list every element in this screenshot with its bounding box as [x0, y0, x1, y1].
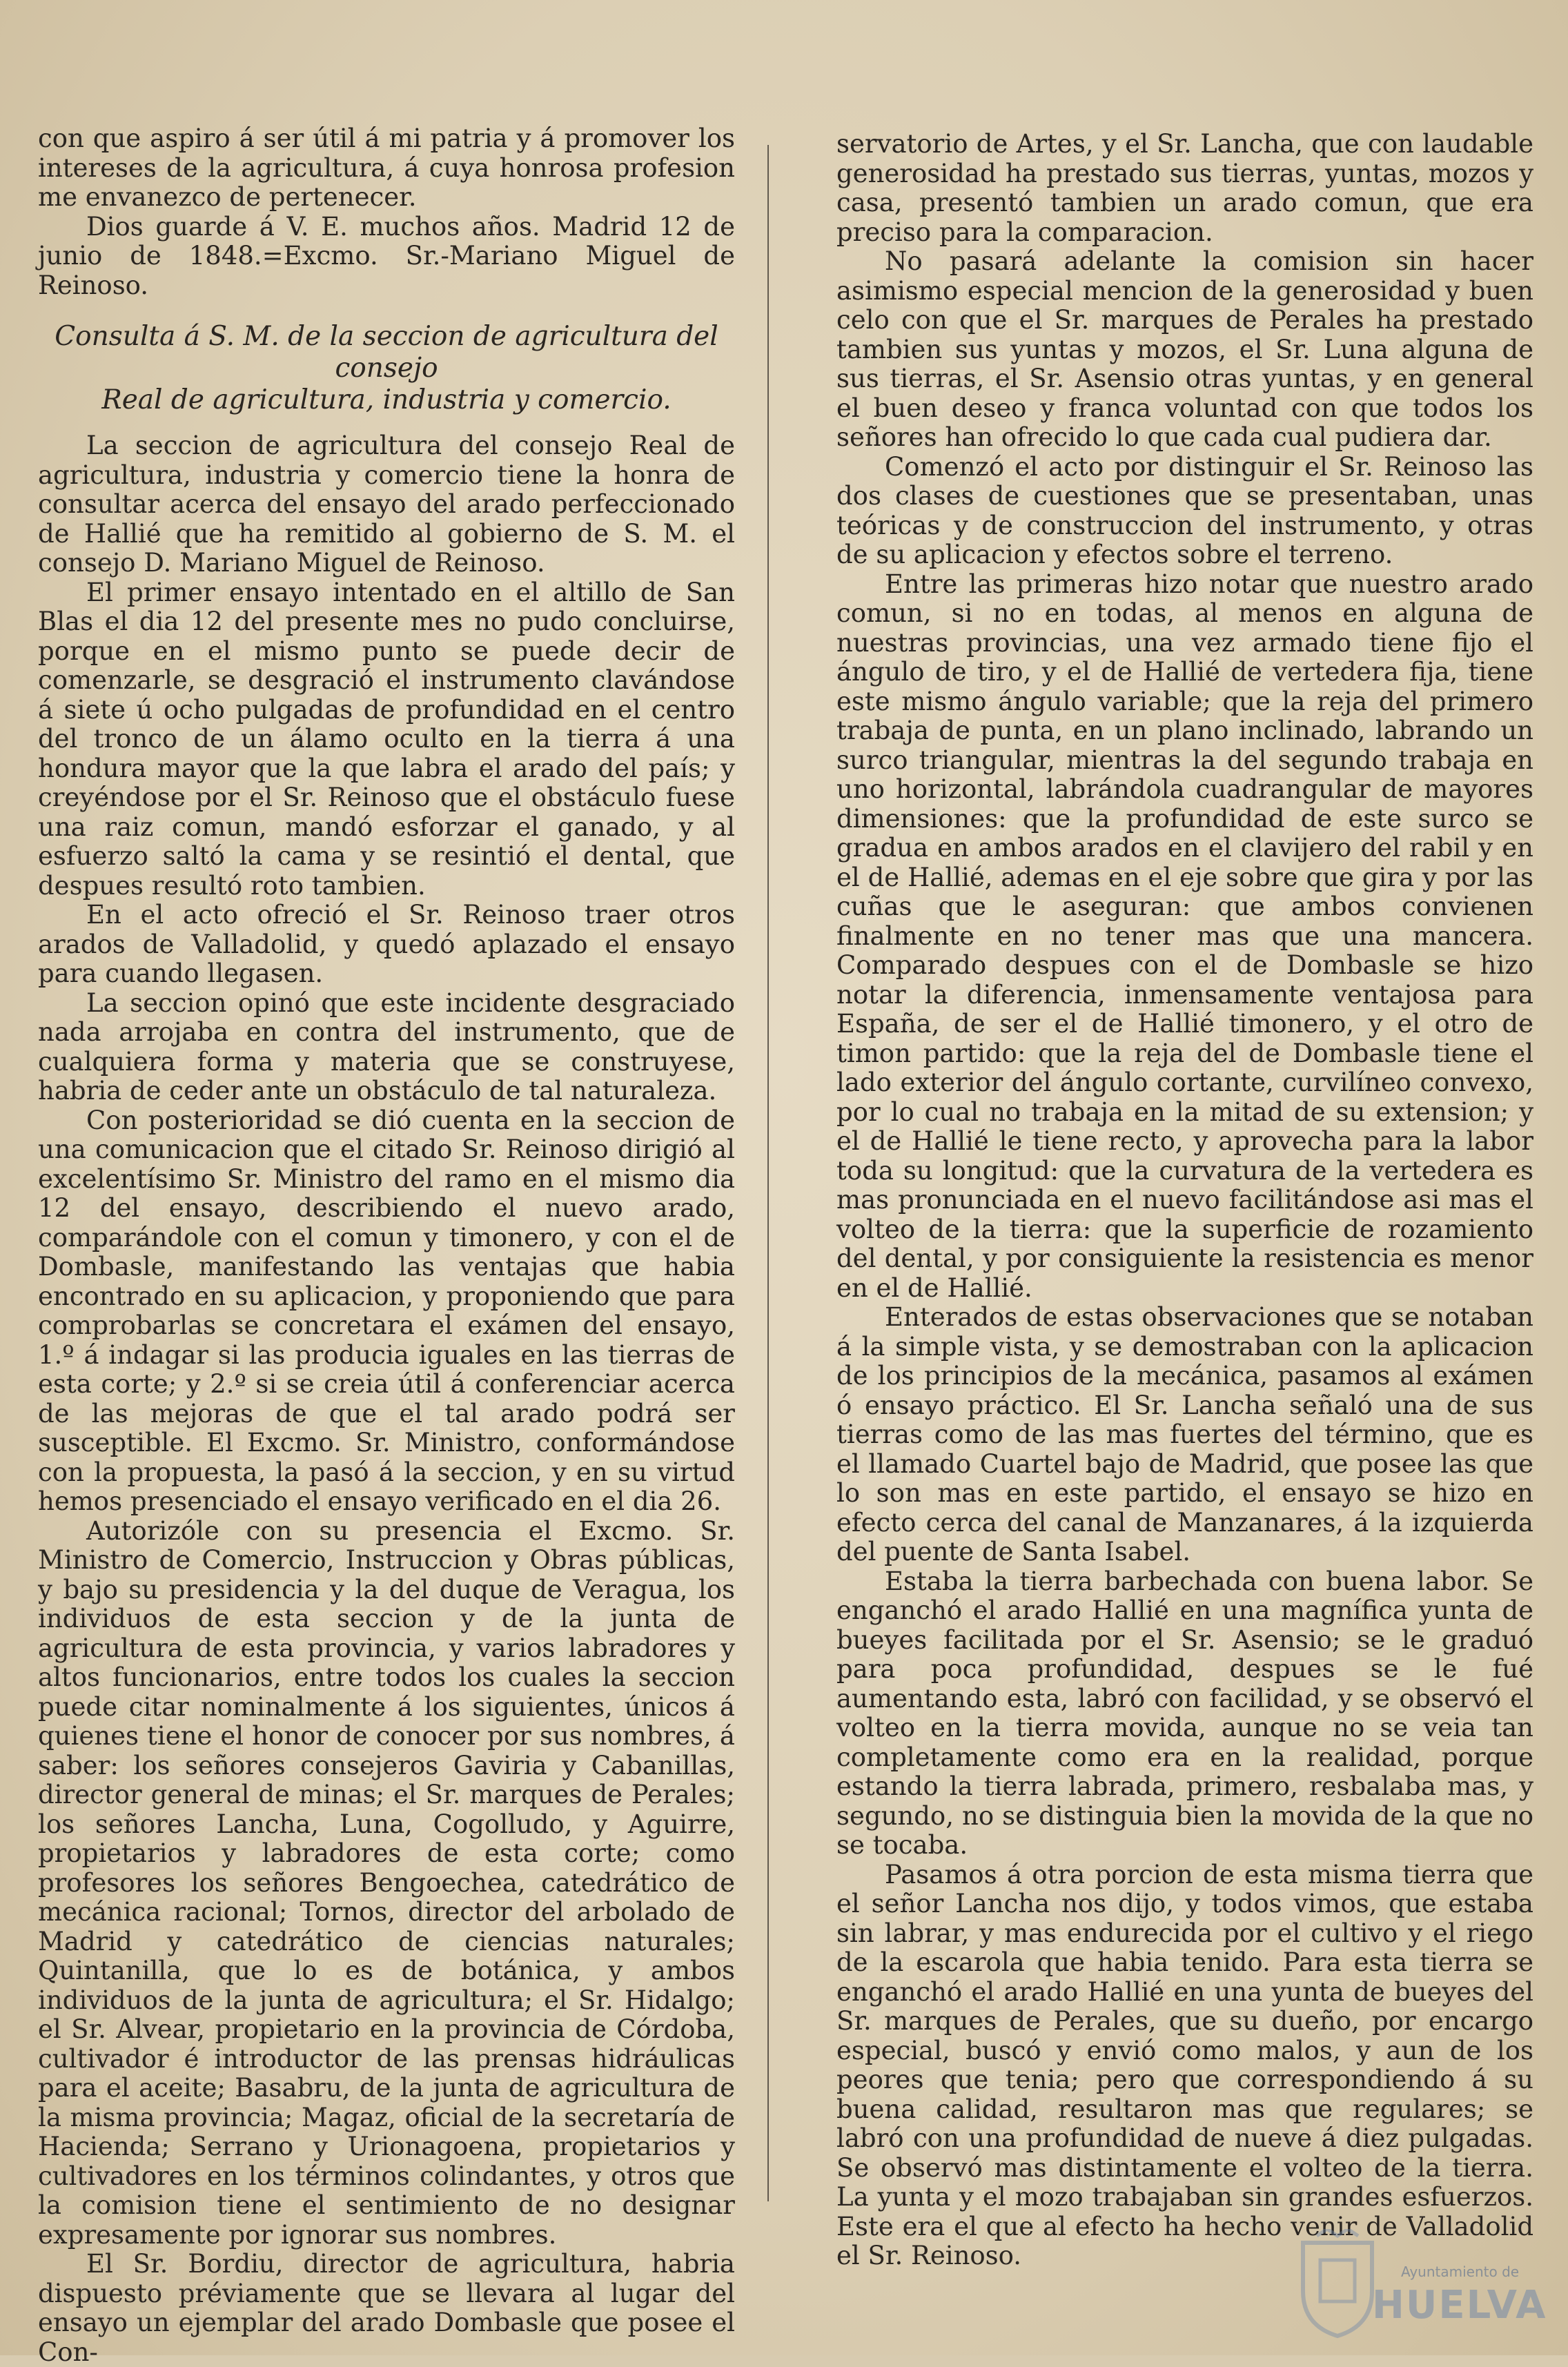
paragraph: La seccion opinó que este incidente desgraciado nada arrojaba en contra del instrumento, que de cualquiera forma y materia que se construyese, habria de ceder ante un obstáculo de tal naturaleza.	[38, 988, 735, 1106]
paragraph: El Sr. Bordiu, director de agricultura, habria dispuesto préviamente que se llevara al lugar del ensayo un ejemplar del arado Dombasle que posee el Con-	[38, 2249, 735, 2367]
crest-icon	[1289, 2229, 1386, 2339]
heading-line-2: Real de agricultura, industria y comercio.	[101, 384, 672, 415]
paragraph-signature: Dios guarde á V. E. muchos años. Madrid 12 de junio de 1848.=Excmo. Sr.-Mariano Miguel de Reinoso.	[38, 211, 735, 300]
paragraph: Pasamos á otra porcion de esta misma tierra que el señor Lancha nos dijo, y todos vimos, que estaba sin labrar, y mas endurecida por el cultivo y el riego de la escarola que habia tenido. Para esta tierra se enganchó el arado Hallié en una yunta de bueyes del Sr. marques de Perales, que su dueño, por encargo especial, buscó y envió como malos, y aun de los peores que tenia; pero que correspondiendo á su buena calidad, resultaron mas que regulares; se labró con una profundidad de nueve á diez pulgadas. Se observó mas distintamente el volteo de la tierra. La yunta y el mozo trabajaban sin grandes esfuerzos. Este era el que al efecto ha hecho venir de Valladolid el Sr. Reinoso.	[836, 1859, 1533, 2270]
paragraph: Entre las primeras hizo notar que nuestro arado comun, si no en todas, al menos en alguna de nuestras provincias, una vez armado tiene fijo el ángulo de tiro, y el de Hallié de vertedera fija, tiene este mismo ángulo variable; que la reja del primero trabaja de punta, en un plano inclinado, labrando un surco triangular, mientras la del segundo trabaja en uno horizontal, labrándola cuadrangular de mayores dimensiones: que la profundidad de este surco se gradua en ambos arados en el clavijero del rabil y en el de Hallié, ademas en el eje sobre que gira y por las cuñas que le aseguran: que ambos convienen finalmente en no tener mas que una mancera. Comparado despues con el de Dombasle se hizo notar la diferencia, inmensamente ventajosa para España, de ser el de Hallié timonero, y el otro de timon partido: que la reja del de Dombasle tiene el lado exterior del ángulo cortante, curvilíneo convexo, por lo cual no trabaja en la mitad de su extension; y el de Hallié le tiene recto, y aprovecha para la labor toda su longitud: que la curvatura de la vertedera es mas pronunciada en el nuevo facilitándose asi mas el volteo de la tierra: que la superficie de rozamiento del dental, y por consiguiente la resistencia es menor en el de Hallié.	[836, 569, 1533, 1303]
watermark-caption: Ayuntamiento de	[1401, 2263, 1520, 2280]
right-column	[836, 130, 1533, 2271]
paragraph: En el acto ofreció el Sr. Reinoso traer otros arados de Valladolid, y quedó aplazado el ensayo para cuando llegasen.	[38, 900, 735, 988]
left-column	[38, 124, 735, 2367]
paragraph: Con posterioridad se dió cuenta en la seccion de una comunicacion que el citado Sr. Reinoso dirigió al excelentísimo Sr. Ministro del ramo en el mismo dia 12 del ensayo, describiendo el nuevo arado, comparándole con el comun y timonero, y con el de Dombasle, manifestando las ventajas que habia encontrado en su aplicacion, y proponiendo que para comprobarlas se concretara el exámen del ensayo, 1.º á indagar si las producia iguales en las tierras de esta corte; y 2.º si se creia útil á conferenciar acerca de las mejoras de que el tal arado podrá ser susceptible. El Excmo. Sr. Ministro, conformándose con la propuesta, la pasó á la seccion, y en su virtud hemos presenciado el ensayo verificado en el dia 26.	[38, 1105, 735, 1516]
column-divider	[767, 145, 769, 2201]
section-heading	[38, 321, 735, 416]
paragraph: No pasará adelante la comision sin hacer asimismo especial mencion de la generosidad y buen celo con que el Sr. marques de Perales ha prestado tambien sus yuntas y mozos, el Sr. Luna alguna de sus tierras, el Sr. Asensio otras yuntas, y en general el buen deseo y franca voluntad con que todos los señores han ofrecido lo que cada cual pudiera dar.	[836, 246, 1533, 452]
watermark-title: HUELVA	[1372, 2283, 1547, 2328]
paragraph: Autorizóle con su presencia el Excmo. Sr. Ministro de Comercio, Instruccion y Obras públicas, y bajo su presidencia y la del duque de Veragua, los individuos de esta seccion y de la junta de agricultura de esta provincia, y varios labradores y altos funcionarios, entre todos los cuales la seccion puede citar nominalmente á los siguientes, únicos á quienes tiene el honor de conocer por sus nombres, á saber: los señores consejeros Gaviria y Cabanillas, director general de minas; el Sr. marques de Perales; los señores Lancha, Luna, Cogolludo, y Aguirre, propietarios y labradores de esta corte; como profesores los señores Bengoechea, catedrático de mecánica racional; Tornos, director del arbolado de Madrid y catedrático de ciencias naturales; Quintanilla, que lo es de botánica, y ambos individuos de la junta de agricultura; el Sr. Hidalgo; el Sr. Alvear, propietario en la provincia de Córdoba, cultivador é introductor de las prensas hidráulicas para el aceite; Basabru, de la junta de agricultura de la misma provincia; Magaz, oficial de la secretaría de Hacienda; Serrano y Urionagoena, propietarios y cultivadores en los términos colindantes, y otros que la comision tiene el sentimiento de no designar expresamente por ignorar sus nombres.	[38, 1515, 735, 2250]
paragraph: El primer ensayo intentado en el altillo de San Blas el dia 12 del presente mes no pudo concluirse, porque en el mismo punto se puede decir de comenzarle, se desgració el instrumento clavándose á siete ú ocho pulgadas de profundidad en el centro del tronco de un álamo oculto en la tierra á una hondura mayor que la que labra el arado del país; y creyéndose por el Sr. Reinoso que el obstáculo fuese una raiz comun, mandó esforzar el ganado, y al esfuerzo saltó la cama y se resintió el dental, que despues resultó roto tambien.	[38, 577, 735, 901]
paragraph-continuation: con que aspiro á ser útil á mi patria y á promover los intereses de la agricultura, á cuya honrosa profesion me envanezco de pertenecer.	[38, 124, 735, 212]
paragraph: Estaba la tierra barbechada con buena labor. Se enganchó el arado Hallié en una magnífica yunta de bueyes facilitada por el Sr. Asensio; se le graduó para poca profundidad, despues se le fué aumentando esta, labró con facilidad, y se observó el volteo en la tierra movida, aunque no se veia tan completamente como era en la realidad, porque estando la tierra labrada, primero, resbalaba mas, y segundo, no se distinguia bien la movida de la que no se tocaba.	[836, 1566, 1533, 1860]
heading-line-1: Consulta á S. M. de la seccion de agricultura del consejo	[55, 321, 718, 384]
paragraph: Enterados de estas observaciones que se notaban á la simple vista, y se demostraban con la aplicacion de los principios de la mecánica, pasamos al exámen ó ensayo práctico. El Sr. Lancha señaló una de sus tierras como de las mas fuertes del término, que es el llamado Cuartel bajo de Madrid, que posee las que lo son mas en este partido, el ensayo se hizo en efecto cerca del canal de Manzanares, á la izquierda del puente de Santa Isabel.	[836, 1302, 1533, 1566]
paragraph: La seccion de agricultura del consejo Real de agricultura, industria y comercio tiene la honra de consultar acerca del ensayo del arado perfeccionado de Hallié que ha remitido al gobierno de S. M. el consejo D. Mariano Miguel de Reinoso.	[38, 431, 735, 578]
paragraph-continuation: servatorio de Artes, y el Sr. Lancha, que con laudable generosidad ha prestado sus tierras, yuntas, mozos y casa, presentó tambien un arado comun, que era preciso para la comparacion.	[836, 129, 1533, 247]
paragraph: Comenzó el acto por distinguir el Sr. Reinoso las dos clases de cuestiones que se presentaban, unas teóricas y de construccion del instrumento, y otras de su aplicacion y efectos sobre el terreno.	[836, 451, 1533, 569]
